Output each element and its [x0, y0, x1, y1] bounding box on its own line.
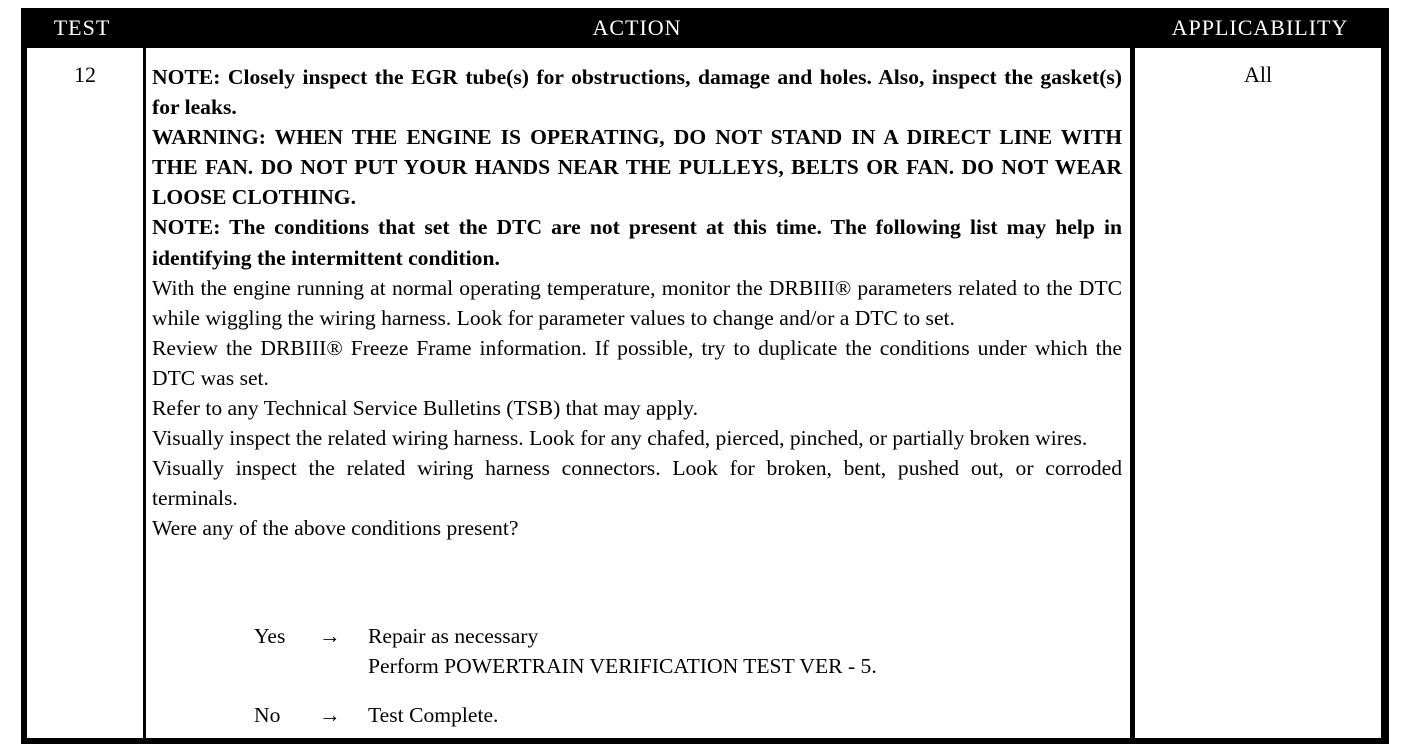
test-number: 12	[74, 62, 96, 87]
note-conditions: NOTE: The conditions that set the DTC are not present at this time. The following list may help in identifying the intermittent condition.	[152, 215, 1122, 270]
test-table	[21, 8, 1389, 744]
question: Were any of the above conditions present?	[152, 516, 519, 541]
step-tsb: Refer to any Technical Service Bulletins (TSB) that may apply.	[152, 396, 698, 421]
yes-result-verification: Perform POWERTRAIN VERIFICATION TEST VER - 5.	[368, 654, 877, 678]
note-egr-tube: NOTE: Closely inspect the EGR tube(s) for obstructions, damage and holes. Also, inspect the gasket(s) for leaks.	[152, 65, 1122, 120]
step-monitor-parameters: With the engine running at normal operating temperature, monitor the DRBIII® parameters related to the DTC while wiggling the wiring harness. Look for parameter values to change and/or a DTC to set.	[152, 275, 1122, 330]
header-action: ACTION	[592, 15, 682, 40]
arrow-icon: →	[319, 624, 341, 648]
no-result: Test Complete.	[368, 703, 499, 727]
no-label: No	[254, 703, 281, 727]
step-freeze-frame: Review the DRBIII® Freeze Frame information. If possible, try to duplicate the conditions under which the DTC was set.	[152, 335, 1122, 390]
action-content	[152, 62, 1122, 544]
applicability-value: All	[1243, 62, 1273, 87]
arrow-icon: →	[319, 703, 341, 727]
test-cell	[27, 48, 143, 738]
header-test: TEST	[53, 15, 111, 40]
action-cell	[146, 48, 1130, 738]
applicability-cell	[1135, 48, 1381, 738]
step-inspect-connectors: Visually inspect the related wiring harness connectors. Look for broken, bent, pushed out, or corroded terminals.	[152, 456, 1122, 511]
header-applicability: APPLICABILITY	[1171, 15, 1349, 40]
yes-result-repair: Repair as necessary	[368, 624, 539, 648]
yes-label: Yes	[254, 624, 286, 648]
step-inspect-harness: Visually inspect the related wiring harness. Look for any chafed, pierced, pinched, or partially broken wires.	[152, 426, 1088, 451]
warning-fan: WARNING: WHEN THE ENGINE IS OPERATING, DO NOT STAND IN A DIRECT LINE WITH THE FAN. DO NOT PUT YOUR HANDS NEAR THE PULLEYS, BELTS OR FAN. DO NOT WEAR LOOSE CLOTHING.	[152, 125, 1122, 210]
